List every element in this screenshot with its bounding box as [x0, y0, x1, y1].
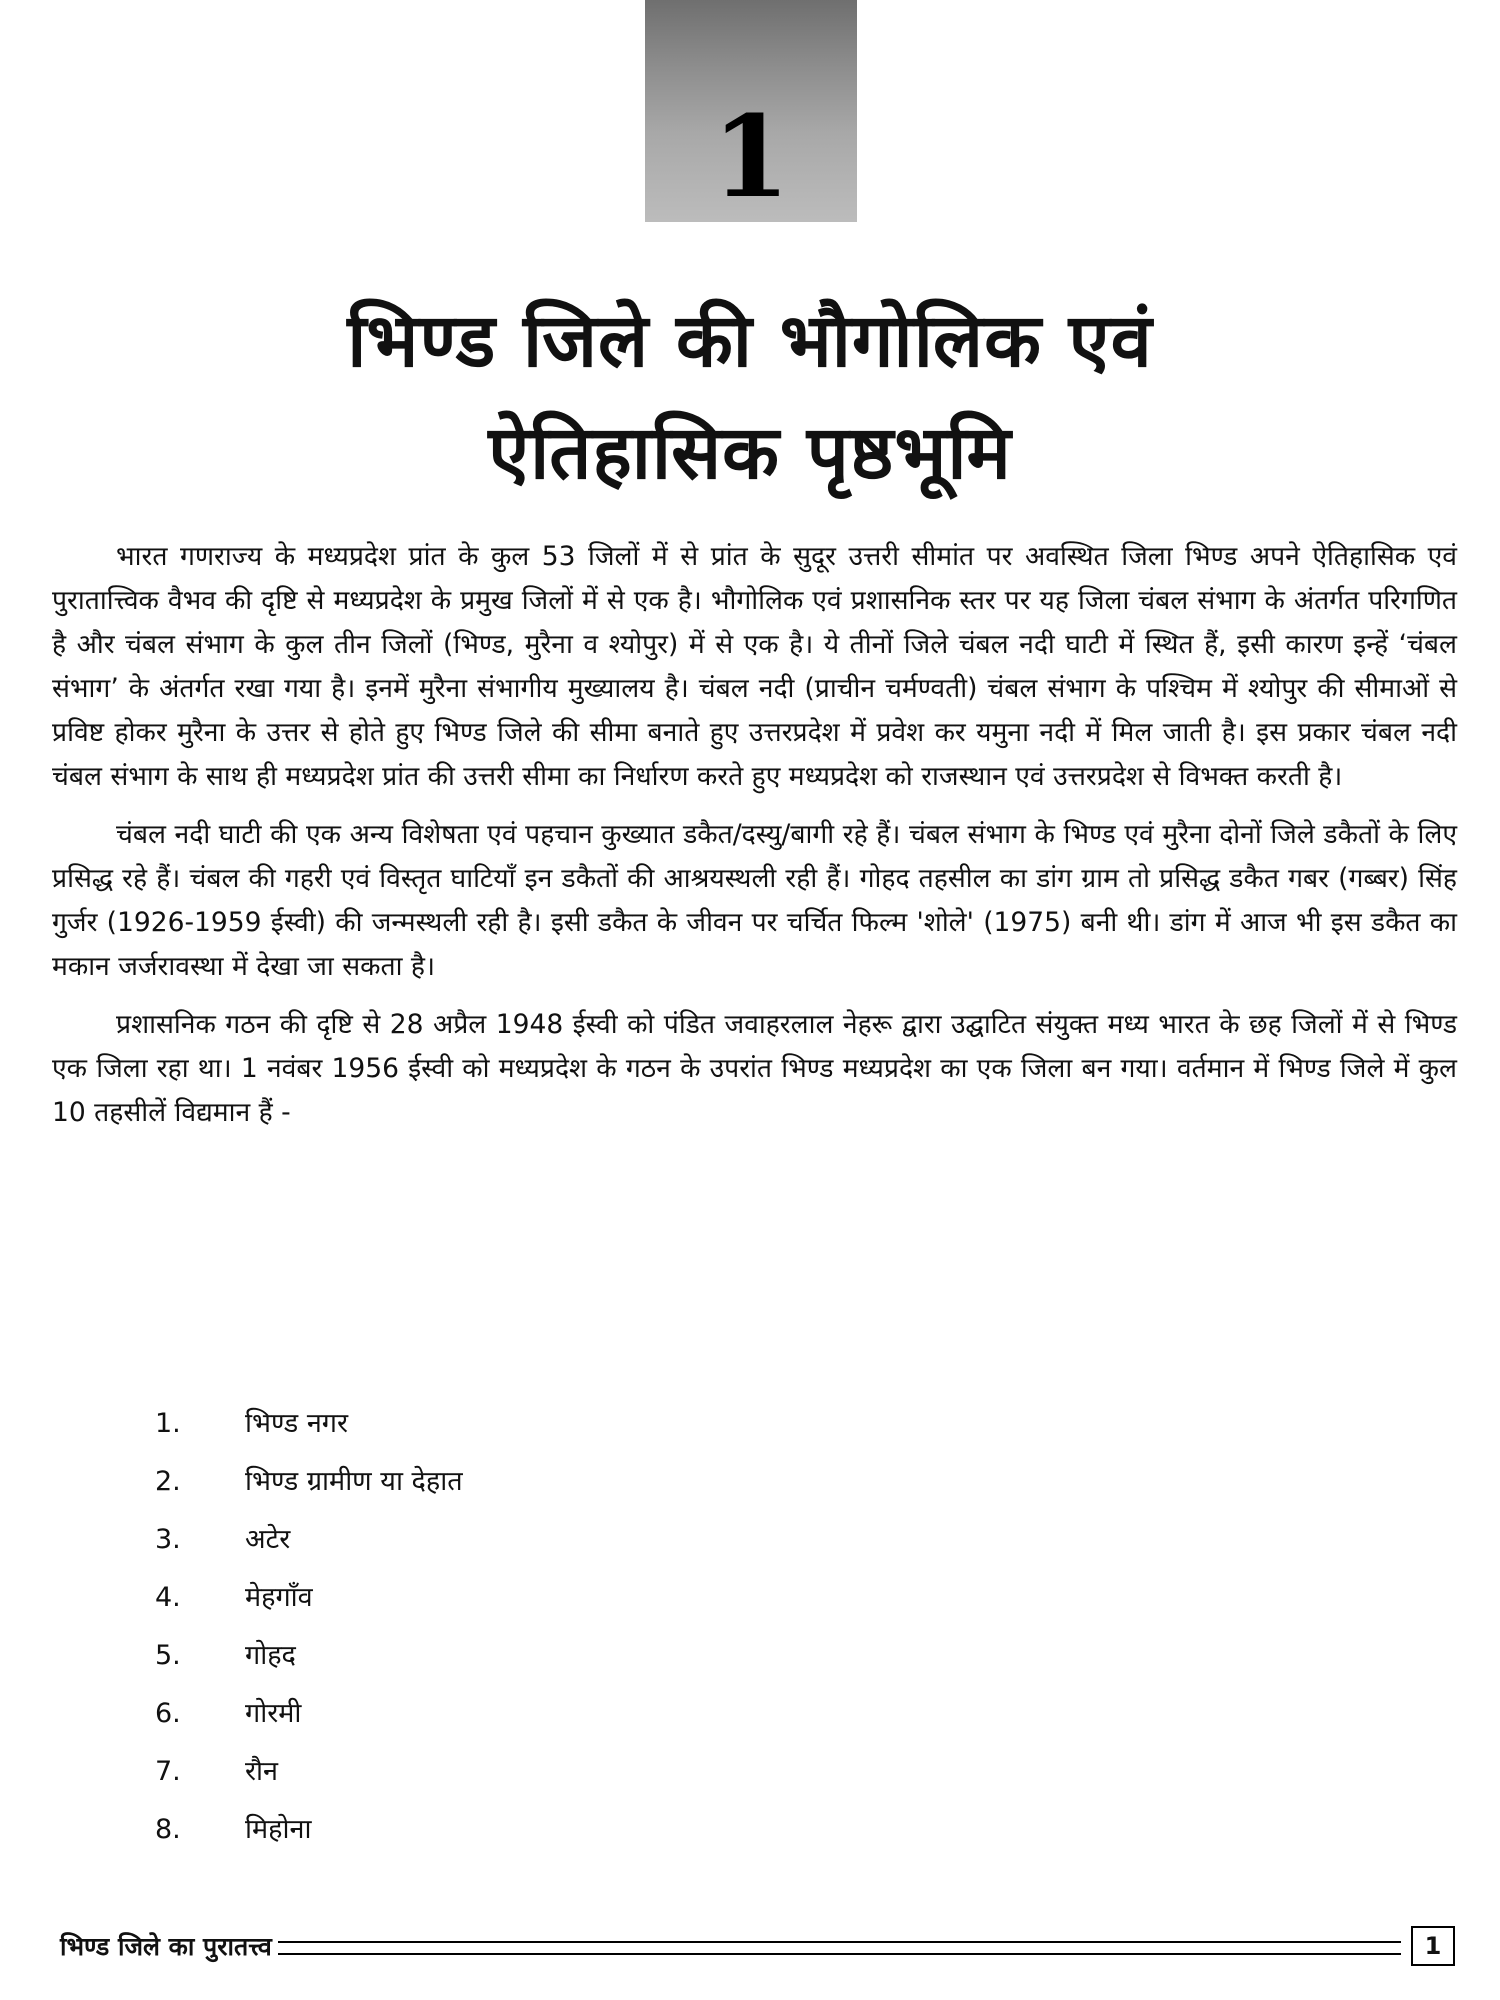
list-item-text: अटेर — [245, 1524, 291, 1555]
list-item-number: 1. — [155, 1408, 181, 1439]
paragraph-2: चंबल नदी घाटी की एक अन्य विशेषता एवं पहचान कुख्यात डकैत/दस्यु/बागी रहे हैं। चंबल संभाग के भिण्ड एवं मुरैना दोनों जिले डकैतों के लिए प्रसिद्ध रहे हैं। चंबल की गहरी एवं विस्तृत घाटियाँ इन डकैतों की आश्रयस्थली रही हैं। गोहद तहसील का डांग ग्राम तो प्रसिद्ध डकैत गबर (गब्बर) सिंह गुर्जर (1926-1959 ईस्वी) की जन्मस्थली रही है। इसी डकैत के जीवन पर चर्चित फिल्म 'शोले' (1975) बनी थी। डांग में आज भी इस डकैत का मकान जर्जरावस्था में देखा जा सकता है। — [52, 819, 1457, 982]
list-item-number: 8. — [155, 1814, 181, 1845]
list-item — [155, 1627, 463, 1685]
paragraph-3: प्रशासनिक गठन की दृष्टि से 28 अप्रैल 1948 ईस्वी को पंडित जवाहरलाल नेहरू द्वारा उद्घाटित संयुक्त मध्य भारत के छह जिलों में से भिण्ड एक जिला रहा था। 1 नवंबर 1956 ईस्वी को मध्यप्रदेश के गठन के उपरांत भिण्ड मध्यप्रदेश का एक जिला बन गया। वर्तमान में भिण्ड जिले में कुल 10 तहसीलें विद्यमान हैं - — [52, 1009, 1457, 1128]
list-item-text: मेहगाँव — [245, 1582, 313, 1613]
body-text — [52, 535, 1457, 1149]
list-item-number: 7. — [155, 1756, 181, 1787]
list-item-text: मिहोना — [245, 1814, 312, 1845]
list-item-number: 5. — [155, 1640, 181, 1671]
chapter-title — [120, 285, 1380, 509]
list-item-text: रौन — [245, 1756, 279, 1787]
paragraph-1: भारत गणराज्य के मध्यप्रदेश प्रांत के कुल 53 जिलों में से प्रांत के सुदूर उत्तरी सीमांत पर अवस्थित जिला भिण्ड अपने ऐतिहासिक एवं पुरातात्त्विक वैभव की दृष्टि से मध्यप्रदेश के प्रमुख जिलों में से एक है। भौगोलिक एवं प्रशासनिक स्तर पर यह जिला चंबल संभाग के अंतर्गत परिगणित है और चंबल संभाग के कुल तीन जिलों (भिण्ड, मुरैना व श्योपुर) में से एक है। ये तीनों जिले चंबल नदी घाटी में स्थित हैं, इसी कारण इन्हें ‘चंबल संभाग’ के अंतर्गत रखा गया है। इनमें मुरैना संभागीय मुख्यालय है। चंबल नदी (प्राचीन चर्मण्वती) चंबल संभाग के पश्चिम में श्योपुर की सीमाओं से प्रविष्ट होकर मुरैना के उत्तर से होते हुए भिण्ड जिले की सीमा बनाते हुए उत्तरप्रदेश में प्रवेश कर यमुना नदी में मिल जाती है। इस प्रकार चंबल नदी चंबल संभाग के साथ ही मध्यप्रदेश प्रांत की उत्तरी सीमा का निर्धारण करते हुए मध्यप्रदेश को राजस्थान एवं उत्तरप्रदेश से विभक्त करती है। — [52, 541, 1457, 792]
list-item — [155, 1395, 463, 1453]
list-item-number: 4. — [155, 1582, 181, 1613]
list-item-text: भिण्ड ग्रामीण या देहात — [245, 1466, 463, 1497]
list-item-text: भिण्ड नगर — [245, 1408, 349, 1439]
list-item-number: 2. — [155, 1466, 181, 1497]
tehsil-list — [155, 1395, 463, 1859]
list-item-number: 3. — [155, 1524, 181, 1555]
list-item — [155, 1743, 463, 1801]
chapter-number: 1 — [712, 92, 790, 223]
footer-double-rule — [278, 1941, 1401, 1955]
list-item — [155, 1801, 463, 1859]
chapter-number-box — [645, 0, 857, 222]
page-footer — [60, 1926, 1455, 1966]
list-item-text: गोहद — [245, 1640, 296, 1671]
list-item-text: गोरमी — [245, 1698, 302, 1729]
list-item — [155, 1453, 463, 1511]
list-item — [155, 1569, 463, 1627]
page-number: 1 — [1411, 1926, 1455, 1966]
list-item — [155, 1685, 463, 1743]
chapter-title-line-1: भिण्ड जिले की भौगोलिक एवं — [347, 298, 1153, 384]
footer-book-title: भिण्ड जिले का पुरातत्त्व — [60, 1932, 272, 1961]
chapter-title-line-2: ऐतिहासिक पृष्ठभूमि — [488, 410, 1012, 496]
list-item-number: 6. — [155, 1698, 181, 1729]
list-item — [155, 1511, 463, 1569]
